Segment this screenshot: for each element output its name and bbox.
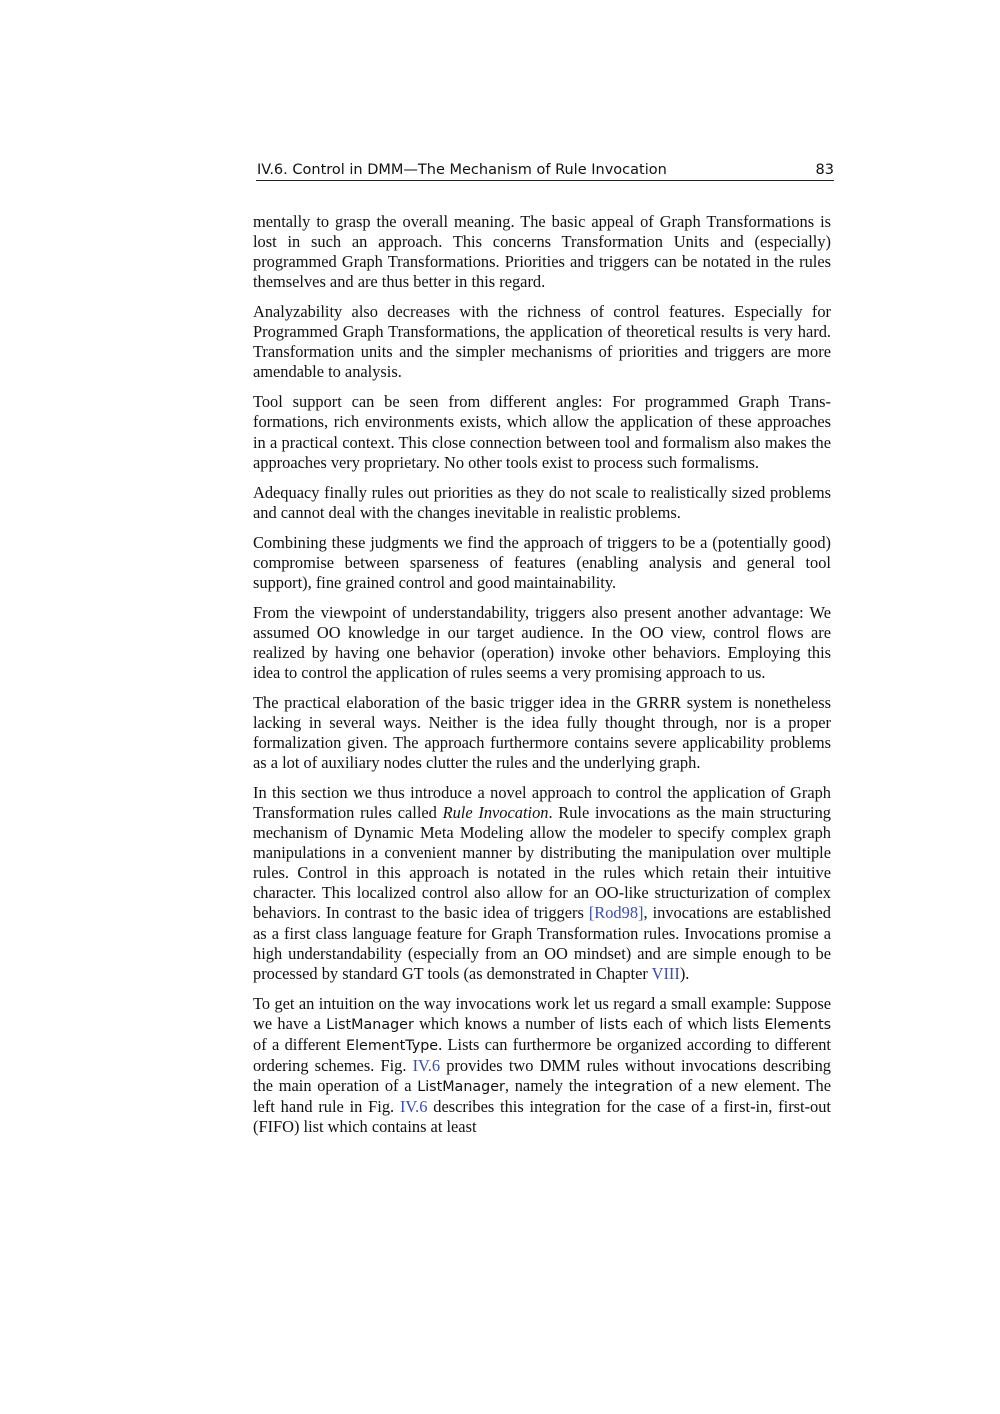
paragraph-3: Tool support can be seen from different angles: For programmed Graph Transformations, rich environments exists, which allow the application of these approaches in a practical context. This close connection between tool and formalism also makes the approaches very proprietary. No other tools exist to process such formalisms. — [253, 392, 831, 472]
paragraph-8-text: In this section we thus introduce a novel approach to control the application of Graph Transformation rules called — [253, 782, 831, 823]
paragraph-2: Analyzability also decreases with the richness of control features. Especially for Programmed Graph Transformations, the application of theoretical results is very hard. Transformation units and the simpler mechanisms of priorities and triggers are more amendable to analysis. — [253, 302, 831, 382]
code-term-elementtype: ElementType — [346, 1037, 439, 1054]
paragraph-9 — [253, 994, 831, 1138]
paragraph-7: The practical elaboration of the basic trigger idea in the GRRR system is nonetheless lacking in several ways. Neither is the idea fully thought through, nor is a proper formalization given. The approach furthermore contains severe applicability problems as a lot of auxiliary nodes clutter the rules and the underlying graph. — [253, 692, 831, 773]
term-rule-invocation: Rule Invocation — [442, 803, 549, 823]
paragraph-9-text: provides two DMM rules without invocations describing the main operation of a — [253, 1055, 831, 1096]
paragraph-9-text: of a different — [253, 1034, 347, 1054]
code-term-listmanager: ListManager — [326, 1016, 414, 1033]
citation-link-rod98[interactable]: [Rod98] — [588, 903, 644, 923]
figure-link-iv6[interactable]: IV.6 — [399, 1097, 428, 1117]
paragraph-9-text: To get an intuition on the way invocations work let us regard a small example: Suppose we have a — [253, 993, 831, 1033]
paragraph-8-text: ). — [679, 963, 690, 983]
paragraph-9-text: describes this integration for the case of a first-in, first-out (FIFO) list which contains at least — [253, 1097, 831, 1137]
page-number: 83 — [815, 162, 834, 178]
paragraph-8-text: , invocations are established as a first class language feature for Graph Transformation rules. Invocations promise a high understandability (especially from an OO mindset) and are simple enough to be processed by standard GT tools (as demonstrated in Chapter — [253, 903, 831, 983]
code-term-lists: lists — [599, 1016, 628, 1033]
paragraph-9-text: which knows a number of — [413, 1013, 600, 1033]
paragraph-8 — [253, 783, 831, 984]
figure-link-iv6[interactable]: IV.6 — [412, 1055, 441, 1075]
running-header-section-title: IV.6. Control in DMM—The Mechanism of Rule Invocation — [257, 162, 667, 178]
paragraph-4: Adequacy finally rules out priorities as they do not scale to realistically sized problems and cannot deal with the changes inevitable in realistic problems. — [253, 482, 831, 522]
paragraph-9-text: . Lists can furthermore be organized according to different ordering schemes. Fig. — [253, 1034, 831, 1075]
paragraph-8-text: . Rule invocations as the main structuring mechanism of Dynamic Meta Modeling allow the modeler to specify complex graph manipulations in a convenient manner by distributing the manipulation over multiple rules. Control in this approach is notated in the rules which retain their intuitive character. This localized control also allow for an OO-like structurization of complex behaviors. In contrast to the basic idea of triggers — [253, 803, 831, 923]
page-body — [253, 212, 831, 1147]
running-header — [256, 160, 834, 181]
paragraph-9-text: each of which lists — [627, 1013, 765, 1033]
code-term-integration: integration — [594, 1079, 673, 1096]
paragraph-9-text: of a new element. The left hand rule in Fig. — [253, 1076, 831, 1117]
chapter-link-viii[interactable]: VIII — [651, 963, 680, 983]
paragraph-5: Combining these judgments we find the approach of triggers to be a (potentially good) compromise between sparseness of features (enabling analysis and general tool support), fine grained control and good maintainability. — [253, 532, 831, 592]
code-term-listmanager: ListManager — [417, 1079, 505, 1096]
paragraph-6: From the viewpoint of understandability, triggers also present another advantage: We assumed OO knowledge in our target audience. In the OO view, control flows are realized by having one behavior (operation) invoke other behaviors. Employing this idea to control the application of rules seems a very promising approach to us. — [253, 602, 831, 682]
code-term-elements: Elements — [764, 1016, 832, 1033]
paragraph-9-text: , namely the — [504, 1076, 595, 1096]
paragraph-1: mentally to grasp the overall meaning. The basic appeal of Graph Transformations is lost in such an approach. This concerns Transformation Units and (especially) programmed Graph Transformations. Priorities and triggers can be notated in the rules themselves and are thus better in this regard. — [253, 212, 831, 292]
